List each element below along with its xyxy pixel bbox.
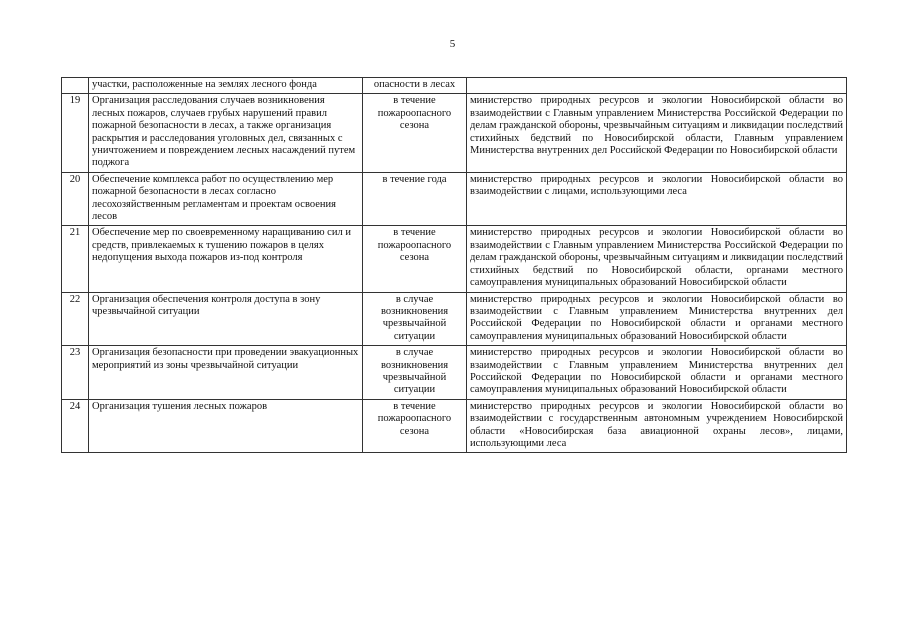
event-cell: Организация расследования случаев возникновения лесных пожаров, случаев грубых нарушений правил пожарной безопасности в лесах, а также организация раскрытия и расследования уголовных дел, связанных с уничтожением и повреждением лесных насаждений путем поджога [89,94,363,172]
term-cell: в случае возникновения чрезвычайной ситуации [363,346,467,400]
term-cell: в течение пожароопасного сезона [363,226,467,292]
row-number: 21 [62,226,89,292]
event-cell: Обеспечение мер по своевременному наращиванию сил и средств, привлекаемых к тушению пожаров в целях недопущения выхода пожаров из-под контроля [89,226,363,292]
row-number: 23 [62,346,89,400]
responsible-cell: министерство природных ресурсов и экологии Новосибирской области во взаимодействии с Главным управлением Министерства внутренних дел Российской Федерации по Новосибирской области и органами местного самоуправления муниципальных образований Новосибирской области [467,346,847,400]
responsible-cell: министерство природных ресурсов и экологии Новосибирской области во взаимодействии с лицами, использующими леса [467,172,847,226]
table-row [62,94,847,172]
term-cell: в течение пожароопасного сезона [363,94,467,172]
responsible-cell: министерство природных ресурсов и экологии Новосибирской области во взаимодействии с Главным управлением Министерства Российской Федерации по делам гражданской обороны, чрезвычайным ситуациям и ликвидации последствий стихийных бедствий по Новосибирской области, органами местного самоуправления муниципальных образований Новосибирской области [467,226,847,292]
responsible-cell: министерство природных ресурсов и экологии Новосибирской области во взаимодействии с Главным управлением Министерства Российской Федерации по делам гражданской обороны, чрезвычайным ситуациям и ликвидации последствий стихийных бедствий по Новосибирской области, Главным управлением Министерства внутренних дел Российской Федерации по Новосибирской области [467,94,847,172]
table-row [62,226,847,292]
table-row [62,172,847,226]
term-cell: в течение пожароопасного сезона [363,399,467,453]
term-cell: в течение года [363,172,467,226]
row-number: 22 [62,292,89,346]
event-cell: Обеспечение комплекса работ по осуществлению мер пожарной безопасности в лесах согласно лесохозяйственным регламентам и проектам освоения лесов [89,172,363,226]
event-cell: Организация обеспечения контроля доступа в зону чрезвычайной ситуации [89,292,363,346]
table-row [62,346,847,400]
table-row [62,292,847,346]
table-row [62,78,847,94]
event-cell: Организация безопасности при проведении эвакуационных мероприятий из зоны чрезвычайной ситуации [89,346,363,400]
measures-table [61,77,847,453]
row-number: 24 [62,399,89,453]
page-number: 5 [449,38,456,50]
responsible-cell: министерство природных ресурсов и экологии Новосибирской области во взаимодействии с государственным автономным учреждением Новосибирской области «Новосибирская база авиационной охраны лесов», лицами, использующими леса [467,399,847,453]
row-number: 19 [62,94,89,172]
term-cell: опасности в лесах [363,78,467,94]
table-row [62,399,847,453]
term-cell: в случае возникновения чрезвычайной ситуации [363,292,467,346]
responsible-cell: министерство природных ресурсов и экологии Новосибирской области во взаимодействии с Главным управлением Министерства внутренних дел Российской Федерации по Новосибирской области и органами местного самоуправления муниципальных образований Новосибирской области [467,292,847,346]
event-cell: участки, расположенные на землях лесного фонда [89,78,363,94]
event-cell: Организация тушения лесных пожаров [89,399,363,453]
row-number: 20 [62,172,89,226]
responsible-cell [467,78,847,94]
row-number [62,78,89,94]
